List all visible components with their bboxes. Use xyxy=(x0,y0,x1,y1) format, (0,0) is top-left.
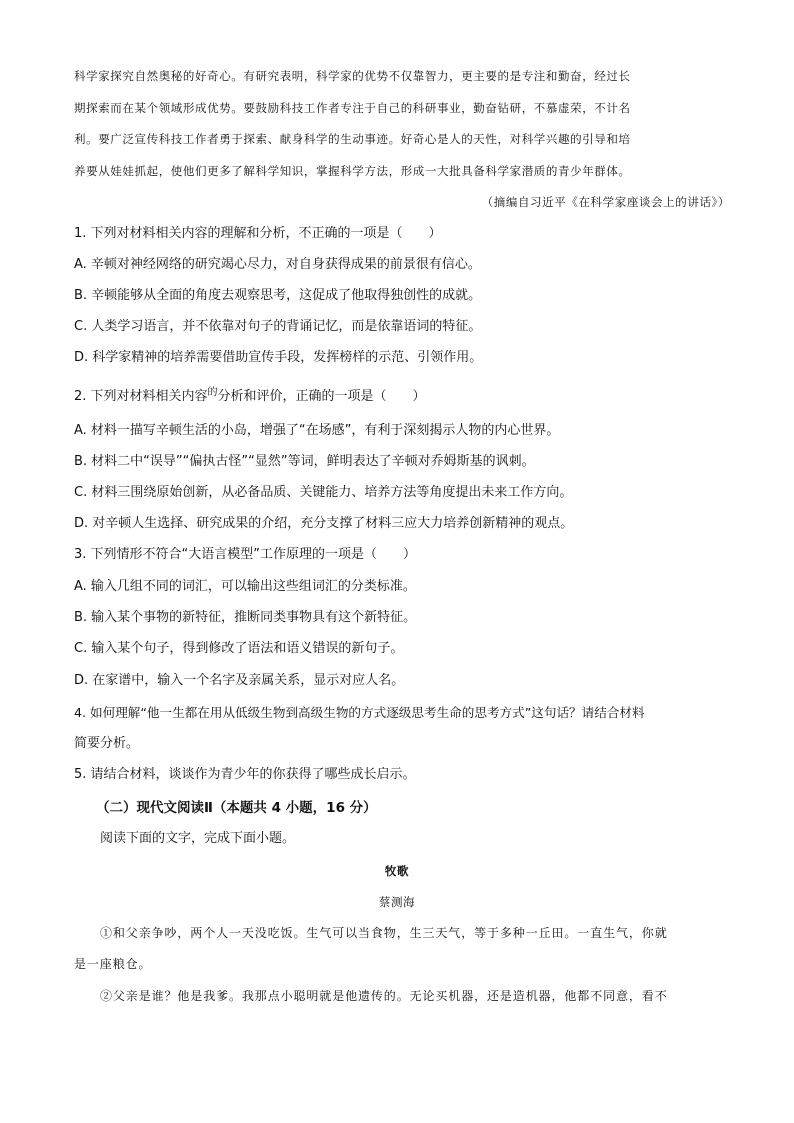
section-instruction: 阅读下面的文字，完成下面小题。 xyxy=(100,831,296,846)
question-4-line-2: 简要分析。 xyxy=(74,736,140,751)
passage-line-4: 养要从娃娃抓起，使他们更多了解科学知识，掌握科学方法，形成一大批具备科学家潜质的青少年群体。 xyxy=(74,164,631,178)
section-heading: （二）现代文阅读Ⅱ（本题共 4 小题，16 分） xyxy=(96,800,377,816)
question-2-option-b: B. 材料二中“误导”“偏执古怪”“显然”等词，鲜明表达了辛顿对乔姆斯基的讽刺。 xyxy=(74,454,535,469)
question-2-stem-mark: 的 xyxy=(207,387,218,398)
question-3-option-a: A. 输入几组不同的词汇，可以输出这些组词汇的分类标准。 xyxy=(74,579,416,594)
question-2-stem xyxy=(74,389,426,406)
question-3-option-b: B. 输入某个事物的新特征，推断同类事物具有这个新特征。 xyxy=(74,610,417,625)
passage-line-2: 期探索而在某个领域形成优势。要鼓励科技工作者专注于自己的科研事业，勤奋钻研，不慕虚荣，不计名 xyxy=(74,101,631,115)
question-1-option-b: B. 辛顿能够从全面的角度去观察思考，这促成了他取得独创性的成就。 xyxy=(74,288,482,303)
story-author: 蔡测海 xyxy=(378,895,416,909)
question-3-option-c: C. 输入某个句子，得到修改了语法和语义错误的新句子。 xyxy=(74,641,404,656)
passage-line-3: 利。要广泛宣传科技工作者勇于探索、献身科学的生动事迹。好奇心是人的天性，对科学兴趣的引导和培 xyxy=(74,132,631,146)
question-3-option-d: D. 在家谱中，输入一个名字及亲属关系，显示对应人名。 xyxy=(74,673,405,688)
question-1-option-d: D. 科学家精神的培养需要借助宣传手段，发挥榜样的示范、引领作用。 xyxy=(74,350,483,365)
question-5: 5. 请结合材料，谈谈作为青少年的你获得了哪些成长启示。 xyxy=(74,767,416,782)
question-1-stem: 1. 下列对材料相关内容的理解和分析，不正确的一项是（ ） xyxy=(74,226,442,241)
question-1-option-a: A. 辛顿对神经网络的研究竭心尽力，对自身获得成果的前景很有信心。 xyxy=(74,257,481,272)
question-2-option-d: D. 对辛顿人生选择、研究成果的介绍，充分支撑了材料三应大力培养创新精神的观点。 xyxy=(74,516,574,531)
story-title: 牧歌 xyxy=(384,864,410,878)
question-2-stem-end: 分析和评价，正确的一项是（ ） xyxy=(217,389,426,404)
question-2-option-a: A. 材料一描写辛顿生活的小岛，增强了“在场感”，有利于深刻揭示人物的内心世界。 xyxy=(74,423,560,438)
question-1-option-c: C. 人类学习语言，并不依靠对句子的背诵记忆，而是依靠语词的特征。 xyxy=(74,319,482,334)
question-2-stem-start: 2. 下列对材料相关内容 xyxy=(74,389,208,404)
citation: （摘编自习近平《在科学家座谈会上的讲话》） xyxy=(481,195,730,209)
story-paragraph-1-line-2: 是一座粮仓。 xyxy=(74,957,152,971)
story-paragraph-1-line-1: ①和父亲争吵，两个人一天没吃饭。生气可以当食物，生三天气，等于多种一丘田。一直生气，你就 xyxy=(100,926,668,940)
question-4-line-1: 4. 如何理解“他一生都在用从低级生物到高级生物的方式逐级思考生命的思考方式”这句话？请结合材料 xyxy=(74,705,645,720)
story-paragraph-2-line-1: ②父亲是谁？他是我爹。我那点小聪明就是他遗传的。无论买机器，还是造机器，他都不同意，看不 xyxy=(100,989,668,1003)
question-3-stem: 3. 下列情形不符合“大语言模型”工作原理的一项是（ ） xyxy=(74,547,417,562)
passage-line-1: 科学家探究自然奥秘的好奇心。有研究表明，科学家的优势不仅靠智力，更主要的是专注和勤奋，经过长 xyxy=(74,69,631,83)
question-2-option-c: C. 材料三围绕原始创新，从必备品质、关键能力、培养方法等角度提出未来工作方向。 xyxy=(74,485,573,500)
